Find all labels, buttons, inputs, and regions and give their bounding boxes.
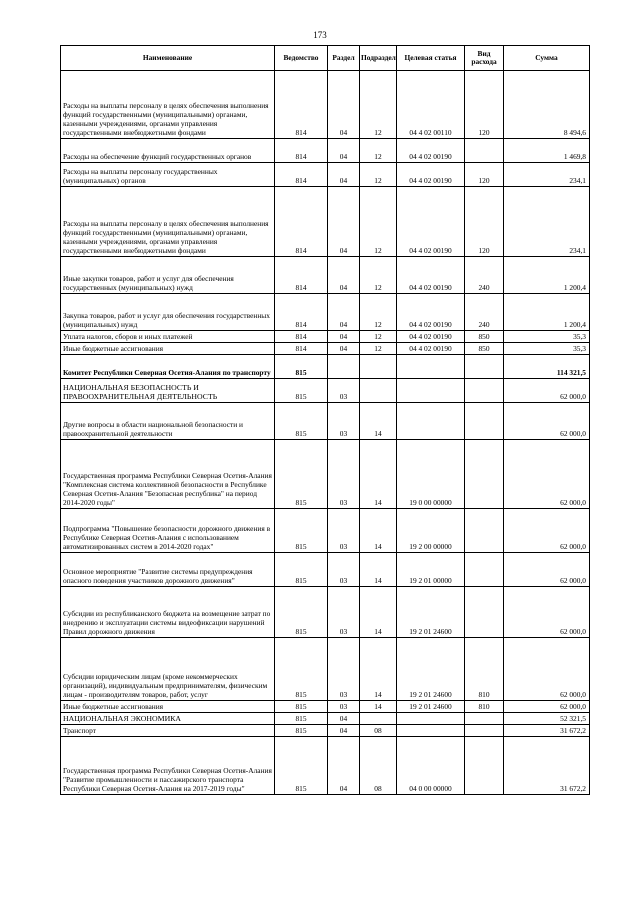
table-row [61, 403, 590, 440]
row-name-cell: Иные бюджетные ассигнования [61, 343, 275, 355]
razdel-cell: 03 [328, 553, 360, 587]
podrazdel-cell: 12 [360, 331, 397, 343]
podrazdel-cell: 14 [360, 587, 397, 638]
row-name-cell: Иные бюджетные ассигнования [61, 701, 275, 713]
razdel-cell: 03 [328, 701, 360, 713]
podrazdel-cell: 12 [360, 343, 397, 355]
sum-cell: 234,1 [504, 163, 590, 187]
sum-cell: 35,3 [504, 331, 590, 343]
expense-type-cell: 810 [465, 638, 504, 701]
podrazdel-cell: 08 [360, 737, 397, 795]
sum-cell: 62 000,0 [504, 587, 590, 638]
row-name-cell: Уплата налогов, сборов и иных платежей [61, 331, 275, 343]
table-row [61, 294, 590, 331]
row-name-cell: Подпрограмма "Повышение безопасности дорожного движения в Республике Северная Осетия-Алания с использованием автоматизированных систем в 2014-2020 годах" [61, 509, 275, 553]
header-sum: Сумма [504, 46, 590, 71]
row-name-cell: Расходы на выплаты персоналу государственных (муниципальных) органов [61, 163, 275, 187]
expense-type-cell: 240 [465, 257, 504, 294]
table-row [61, 379, 590, 403]
expense-type-cell [465, 725, 504, 737]
table-row [61, 713, 590, 725]
expense-type-cell: 120 [465, 163, 504, 187]
razdel-cell [328, 355, 360, 379]
vedomstvo-cell: 814 [275, 187, 328, 257]
row-name-cell: Расходы на обеспечение функций государственных органов [61, 139, 275, 163]
target-article-cell: 04 4 02 00190 [397, 343, 465, 355]
razdel-cell: 04 [328, 139, 360, 163]
razdel-cell: 03 [328, 403, 360, 440]
podrazdel-cell: 14 [360, 440, 397, 509]
table-row [61, 139, 590, 163]
row-name-cell: Субсидии из республиканского бюджета на возмещение затрат по внедрению и эксплуатации системы видеофиксации нарушений Правил дорожного движения [61, 587, 275, 638]
table-row [61, 725, 590, 737]
target-article-cell: 04 4 02 00190 [397, 163, 465, 187]
target-article-cell [397, 403, 465, 440]
sum-cell: 8 494,6 [504, 71, 590, 139]
podrazdel-cell: 12 [360, 294, 397, 331]
target-article-cell: 04 4 02 00190 [397, 294, 465, 331]
vedomstvo-cell: 815 [275, 440, 328, 509]
vedomstvo-cell: 815 [275, 701, 328, 713]
expense-type-cell [465, 509, 504, 553]
podrazdel-cell: 12 [360, 71, 397, 139]
razdel-cell: 04 [328, 257, 360, 294]
target-article-cell: 19 2 00 00000 [397, 509, 465, 553]
table-row [61, 587, 590, 638]
sum-cell: 1 200,4 [504, 294, 590, 331]
expense-type-cell [465, 737, 504, 795]
target-article-cell [397, 725, 465, 737]
target-article-cell: 04 4 02 00190 [397, 187, 465, 257]
row-name-cell: НАЦИОНАЛЬНАЯ ЭКОНОМИКА [61, 713, 275, 725]
vedomstvo-cell: 814 [275, 331, 328, 343]
razdel-cell: 03 [328, 379, 360, 403]
row-name-cell: Транспорт [61, 725, 275, 737]
header-name: Наименование [61, 46, 275, 71]
table-row [61, 163, 590, 187]
header-expense-type: Вид расхода [465, 46, 504, 71]
table-row [61, 638, 590, 701]
vedomstvo-cell: 814 [275, 294, 328, 331]
table-row [61, 509, 590, 553]
row-name-cell: НАЦИОНАЛЬНАЯ БЕЗОПАСНОСТЬ И ПРАВООХРАНИТЕЛЬНАЯ ДЕЯТЕЛЬНОСТЬ [61, 379, 275, 403]
budget-table [60, 45, 590, 795]
vedomstvo-cell: 815 [275, 355, 328, 379]
razdel-cell: 04 [328, 713, 360, 725]
podrazdel-cell [360, 355, 397, 379]
row-name-cell: Комитет Республики Северная Осетия-Алания по транспорту [61, 355, 275, 379]
target-article-cell: 19 2 01 24600 [397, 701, 465, 713]
vedomstvo-cell: 815 [275, 587, 328, 638]
expense-type-cell [465, 403, 504, 440]
table-body [61, 71, 590, 795]
vedomstvo-cell: 815 [275, 725, 328, 737]
podrazdel-cell: 12 [360, 257, 397, 294]
vedomstvo-cell: 815 [275, 737, 328, 795]
podrazdel-cell: 14 [360, 403, 397, 440]
expense-type-cell [465, 553, 504, 587]
row-name-cell: Государственная программа Республики Северная Осетия-Алания "Развитие промышленности и пассажирского транспорта Республики Северная Осетия-Алания на 2017-2019 годы" [61, 737, 275, 795]
expense-type-cell [465, 355, 504, 379]
target-article-cell: 19 2 01 00000 [397, 553, 465, 587]
sum-cell: 62 000,0 [504, 638, 590, 701]
header-vedomstvo: Ведомство [275, 46, 328, 71]
target-article-cell: 04 0 00 00000 [397, 737, 465, 795]
target-article-cell [397, 355, 465, 379]
expense-type-cell: 240 [465, 294, 504, 331]
razdel-cell: 03 [328, 509, 360, 553]
vedomstvo-cell: 814 [275, 343, 328, 355]
vedomstvo-cell: 814 [275, 71, 328, 139]
table-row [61, 440, 590, 509]
vedomstvo-cell: 814 [275, 163, 328, 187]
target-article-cell: 04 4 02 00190 [397, 331, 465, 343]
expense-type-cell: 120 [465, 71, 504, 139]
target-article-cell [397, 713, 465, 725]
sum-cell: 114 321,5 [504, 355, 590, 379]
expense-type-cell [465, 139, 504, 163]
row-name-cell: Иные закупки товаров, работ и услуг для обеспечения государственных (муниципальных) нужд [61, 257, 275, 294]
podrazdel-cell: 14 [360, 509, 397, 553]
expense-type-cell [465, 440, 504, 509]
table-row [61, 187, 590, 257]
row-name-cell: Государственная программа Республики Северная Осетия-Алания "Комплексная система коллективной безопасности в Республике Северная Осетия-Алания "Безопасная республика" на период 2014-2020 годы" [61, 440, 275, 509]
razdel-cell: 04 [328, 187, 360, 257]
sum-cell: 62 000,0 [504, 379, 590, 403]
expense-type-cell: 120 [465, 187, 504, 257]
razdel-cell: 04 [328, 331, 360, 343]
header-target-article: Целевая статья [397, 46, 465, 71]
row-name-cell: Основное мероприятие "Развитие системы предупреждения опасного поведения участников дорожного движения" [61, 553, 275, 587]
podrazdel-cell: 08 [360, 725, 397, 737]
vedomstvo-cell: 815 [275, 509, 328, 553]
table-row [61, 257, 590, 294]
razdel-cell: 04 [328, 71, 360, 139]
expense-type-cell [465, 379, 504, 403]
sum-cell: 234,1 [504, 187, 590, 257]
target-article-cell: 19 0 00 00000 [397, 440, 465, 509]
sum-cell: 31 672,2 [504, 737, 590, 795]
podrazdel-cell [360, 379, 397, 403]
vedomstvo-cell: 815 [275, 403, 328, 440]
table-row [61, 553, 590, 587]
razdel-cell: 04 [328, 343, 360, 355]
razdel-cell: 03 [328, 440, 360, 509]
table-row [61, 343, 590, 355]
razdel-cell: 04 [328, 737, 360, 795]
header-razdel: Раздел [328, 46, 360, 71]
podrazdel-cell: 14 [360, 701, 397, 713]
row-name-cell: Закупка товаров, работ и услуг для обеспечения государственных (муниципальных) нужд [61, 294, 275, 331]
table-header-row [61, 46, 590, 71]
target-article-cell [397, 379, 465, 403]
table-row [61, 701, 590, 713]
row-name-cell: Другие вопросы в области национальной безопасности и правоохранительной деятельности [61, 403, 275, 440]
razdel-cell: 04 [328, 294, 360, 331]
sum-cell: 52 321,5 [504, 713, 590, 725]
target-article-cell: 04 4 02 00190 [397, 257, 465, 294]
sum-cell: 62 000,0 [504, 509, 590, 553]
target-article-cell: 04 4 02 00110 [397, 71, 465, 139]
expense-type-cell [465, 713, 504, 725]
razdel-cell: 03 [328, 587, 360, 638]
podrazdel-cell [360, 713, 397, 725]
razdel-cell: 04 [328, 725, 360, 737]
table-row [61, 355, 590, 379]
row-name-cell: Расходы на выплаты персоналу в целях обеспечения выполнения функций государственными (муниципальными) органами, казенными учреждениями, органами управления государственными внебюджетными фондами [61, 71, 275, 139]
target-article-cell: 04 4 02 00190 [397, 139, 465, 163]
razdel-cell: 03 [328, 638, 360, 701]
razdel-cell: 04 [328, 163, 360, 187]
row-name-cell: Расходы на выплаты персоналу в целях обеспечения выполнения функций государственными (муниципальными) органами, казенными учреждениями, органами управления государственными внебюджетными фондами [61, 187, 275, 257]
vedomstvo-cell: 815 [275, 638, 328, 701]
sum-cell: 62 000,0 [504, 403, 590, 440]
sum-cell: 1 469,8 [504, 139, 590, 163]
vedomstvo-cell: 815 [275, 553, 328, 587]
header-podrazdel: Подраздел [360, 46, 397, 71]
vedomstvo-cell: 814 [275, 139, 328, 163]
row-name-cell: Субсидии юридическим лицам (кроме некоммерческих организаций), индивидуальным предпринимателям, физическим лицам - производителям товаров, работ, услуг [61, 638, 275, 701]
podrazdel-cell: 12 [360, 187, 397, 257]
target-article-cell: 19 2 01 24600 [397, 587, 465, 638]
expense-type-cell [465, 587, 504, 638]
podrazdel-cell: 14 [360, 553, 397, 587]
sum-cell: 1 200,4 [504, 257, 590, 294]
podrazdel-cell: 12 [360, 139, 397, 163]
sum-cell: 35,3 [504, 343, 590, 355]
budget-table-container [60, 45, 590, 795]
sum-cell: 62 000,0 [504, 440, 590, 509]
target-article-cell: 19 2 01 24600 [397, 638, 465, 701]
expense-type-cell: 850 [465, 343, 504, 355]
expense-type-cell: 850 [465, 331, 504, 343]
podrazdel-cell: 14 [360, 638, 397, 701]
sum-cell: 31 672,2 [504, 725, 590, 737]
page-number: 173 [313, 30, 327, 40]
podrazdel-cell: 12 [360, 163, 397, 187]
sum-cell: 62 000,0 [504, 553, 590, 587]
table-row [61, 331, 590, 343]
table-row [61, 71, 590, 139]
vedomstvo-cell: 815 [275, 713, 328, 725]
vedomstvo-cell: 815 [275, 379, 328, 403]
vedomstvo-cell: 814 [275, 257, 328, 294]
expense-type-cell: 810 [465, 701, 504, 713]
table-row [61, 737, 590, 795]
sum-cell: 62 000,0 [504, 701, 590, 713]
